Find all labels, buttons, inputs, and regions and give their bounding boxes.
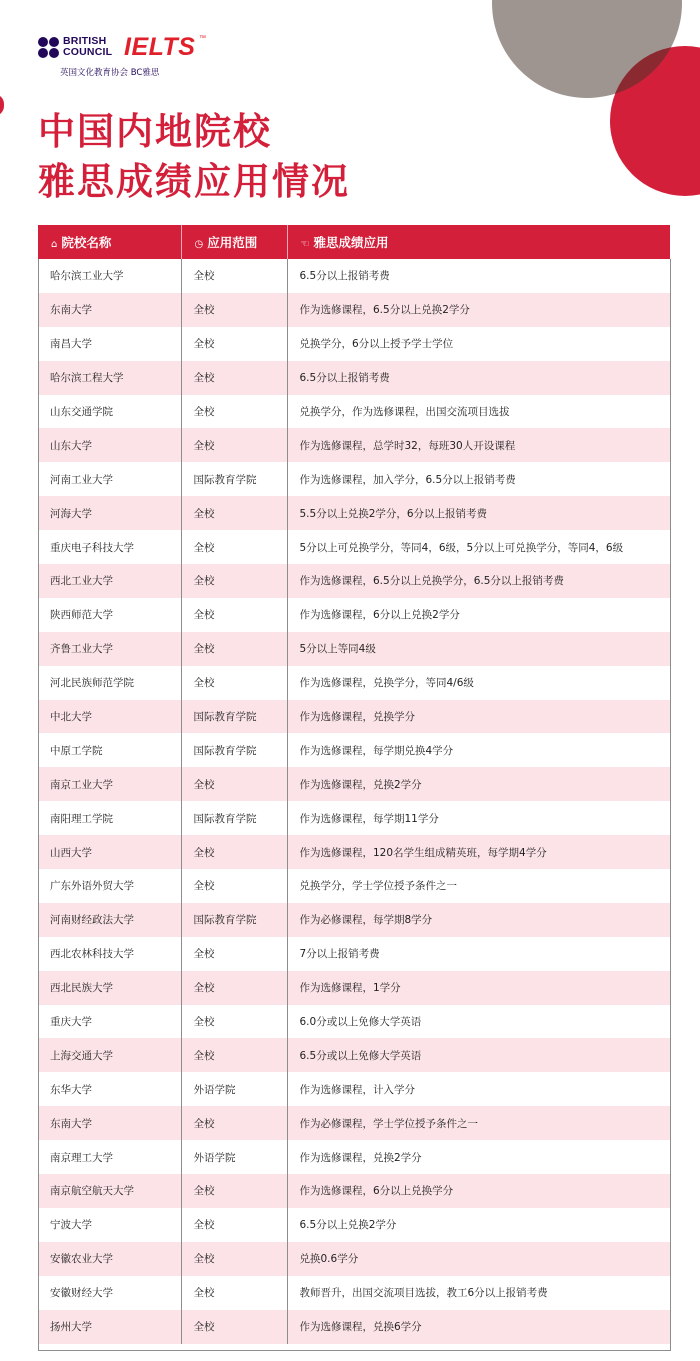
application-cell: 作为选修课程，每学期兑换4学分 bbox=[299, 744, 454, 757]
application-cell: 作为必修课程，学士学位授予条件之一 bbox=[287, 1106, 670, 1140]
table-row bbox=[38, 530, 670, 564]
page-title-line-2: 雅思成绩应用情况 bbox=[38, 160, 350, 203]
school-name-cell: 上海交通大学 bbox=[38, 1038, 181, 1072]
british-council-ielts-logo bbox=[38, 35, 238, 83]
table-row bbox=[38, 1208, 670, 1242]
home-icon: ⌂ bbox=[51, 239, 58, 250]
application-cell: 6.0分或以上免修大学英语 bbox=[299, 1016, 422, 1029]
application-cell: 作为选修课程，兑换2学分 bbox=[299, 1151, 422, 1164]
table-row bbox=[38, 1242, 670, 1276]
scope-cell: 全校 bbox=[181, 428, 287, 462]
school-name-cell: 广东外语外贸大学 bbox=[38, 869, 181, 903]
application-cell: 作为选修课程，6.5分以上兑换学分，6.5分以上报销考费 bbox=[287, 564, 670, 598]
application-cell: 5分以上可兑换学分，等同4，6级，5分以上可兑换学分，等同4，6级 bbox=[299, 541, 624, 554]
table-row bbox=[38, 1174, 670, 1208]
header-ielts-application: ☜ 雅思成绩应用 bbox=[287, 225, 670, 259]
application-cell: 作为选修课程，兑换2学分 bbox=[287, 767, 670, 801]
british-council-dots-icon bbox=[38, 37, 60, 59]
school-name-cell: 南昌大学 bbox=[38, 327, 181, 361]
school-name-cell: 南京工业大学 bbox=[38, 767, 181, 801]
table-row bbox=[38, 327, 670, 361]
scope-cell: 国际教育学院 bbox=[181, 700, 287, 734]
school-name-cell: 中原工学院 bbox=[38, 733, 181, 767]
logo-subtitle: 英国文化教育协会 BC雅思 bbox=[60, 68, 160, 78]
application-cell: 作为选修课程，总学时32，每班30人开设课程 bbox=[287, 428, 670, 462]
table-row bbox=[38, 700, 670, 734]
application-cell: 作为选修课程，计入学分 bbox=[299, 1083, 415, 1096]
table-row bbox=[38, 1106, 670, 1140]
application-cell: 兑换0.6学分 bbox=[287, 1242, 670, 1276]
table-row bbox=[38, 632, 670, 666]
school-name-cell: 扬州大学 bbox=[38, 1310, 181, 1344]
scope-cell: 全校 bbox=[181, 835, 287, 869]
scope-cell: 全校 bbox=[181, 869, 287, 903]
application-cell: 教师晋升，出国交流项目选拔，教工6分以上报销考费 bbox=[299, 1287, 548, 1300]
scope-cell: 全校 bbox=[181, 259, 287, 293]
scope-cell: 全校 bbox=[181, 937, 287, 971]
scope-cell: 全校 bbox=[181, 1038, 287, 1072]
application-cell: 作为选修课程，兑换学分 bbox=[287, 700, 670, 734]
trademark-symbol: ™ bbox=[199, 35, 206, 42]
application-cell: 作为选修课程，兑换学分，等同4/6级 bbox=[299, 677, 474, 690]
application-cell: 7分以上报销考费 bbox=[299, 948, 380, 961]
table-row bbox=[38, 496, 670, 530]
school-name-cell: 河南工业大学 bbox=[38, 462, 181, 496]
application-cell: 兑换学分，学士学位授予条件之一 bbox=[299, 880, 457, 893]
scope-cell: 全校 bbox=[181, 496, 287, 530]
scope-cell: 全校 bbox=[181, 971, 287, 1005]
scope-cell: 全校 bbox=[181, 1242, 287, 1276]
application-cell: 兑换学分，作为选修课程，出国交流项目选拔 bbox=[299, 406, 510, 418]
table-row bbox=[38, 361, 670, 395]
application-cell: 5.5分以上兑换2学分，6分以上报销考费 bbox=[287, 496, 670, 530]
application-cell: 作为选修课程，6分以上兑换2学分 bbox=[299, 609, 460, 622]
school-name-cell: 东南大学 bbox=[38, 1106, 181, 1140]
school-name-cell: 河南财经政法大学 bbox=[38, 903, 181, 937]
decorative-red-dot bbox=[0, 94, 4, 116]
school-name-cell: 安徽农业大学 bbox=[38, 1242, 181, 1276]
scope-cell: 全校 bbox=[181, 666, 287, 700]
scope-cell: 国际教育学院 bbox=[181, 733, 287, 767]
scope-cell: 外语学院 bbox=[181, 1140, 287, 1174]
table-row bbox=[38, 869, 670, 903]
ielts-wordmark: IELTS bbox=[124, 33, 196, 61]
scope-cell: 全校 bbox=[181, 395, 287, 429]
school-name-cell: 陕西师范大学 bbox=[38, 598, 181, 632]
table-row bbox=[38, 1038, 670, 1072]
table-row bbox=[38, 903, 670, 937]
scope-cell: 国际教育学院 bbox=[181, 462, 287, 496]
british-council-wordmark: BRITISH COUNCIL bbox=[63, 35, 113, 58]
application-cell: 作为选修课程，6分以上兑换学分 bbox=[287, 1174, 670, 1208]
scope-cell: 全校 bbox=[181, 767, 287, 801]
scope-cell: 国际教育学院 bbox=[181, 903, 287, 937]
clock-icon: ◷ bbox=[194, 239, 204, 250]
table-row bbox=[38, 767, 670, 801]
scope-cell: 全校 bbox=[181, 530, 287, 564]
table-row bbox=[38, 395, 670, 429]
table-row bbox=[38, 462, 670, 496]
scope-cell: 全校 bbox=[181, 1310, 287, 1344]
table-row bbox=[38, 1310, 670, 1344]
application-cell: 作为选修课程，加入学分，6.5分以上报销考费 bbox=[299, 473, 516, 486]
application-cell: 6.5分以上兑换2学分 bbox=[299, 1219, 397, 1232]
page-title-line-1: 中国内地院校 bbox=[38, 110, 272, 153]
school-name-cell: 山西大学 bbox=[38, 835, 181, 869]
school-name-cell: 河北民族师范学院 bbox=[38, 666, 181, 700]
decorative-circle-overlap bbox=[492, 0, 682, 98]
scope-cell: 全校 bbox=[181, 361, 287, 395]
school-name-cell: 哈尔滨工业大学 bbox=[38, 259, 181, 293]
header-school-name: ⌂ 院校名称 bbox=[38, 225, 181, 259]
table-row bbox=[38, 835, 670, 869]
school-name-cell: 中北大学 bbox=[38, 700, 181, 734]
table-row bbox=[38, 564, 670, 598]
school-name-cell: 西北工业大学 bbox=[38, 564, 181, 598]
scope-cell: 全校 bbox=[181, 598, 287, 632]
school-name-cell: 宁波大学 bbox=[38, 1208, 181, 1242]
school-name-cell: 哈尔滨工程大学 bbox=[38, 361, 181, 395]
school-name-cell: 南京航空航天大学 bbox=[38, 1174, 181, 1208]
table-row bbox=[38, 428, 670, 462]
table-row bbox=[38, 1140, 670, 1174]
scope-cell: 全校 bbox=[181, 327, 287, 361]
school-name-cell: 南阳理工学院 bbox=[38, 801, 181, 835]
table-row bbox=[38, 259, 670, 293]
table-row bbox=[38, 1276, 670, 1310]
application-cell: 6.5分或以上免修大学英语 bbox=[287, 1038, 670, 1072]
application-cell: 作为选修课程，每学期11学分 bbox=[299, 812, 439, 825]
application-cell: 作为选修课程，1学分 bbox=[287, 971, 670, 1005]
scope-cell: 全校 bbox=[181, 1174, 287, 1208]
header-scope: ◷ 应用范围 bbox=[181, 225, 287, 259]
school-name-cell: 山东大学 bbox=[38, 428, 181, 462]
school-name-cell: 重庆电子科技大学 bbox=[38, 530, 181, 564]
application-cell: 作为选修课程，兑换6学分 bbox=[287, 1310, 670, 1344]
table-row bbox=[38, 1005, 670, 1039]
table-row bbox=[38, 937, 670, 971]
scope-cell: 外语学院 bbox=[181, 1072, 287, 1106]
scope-cell: 全校 bbox=[181, 564, 287, 598]
table-row bbox=[38, 293, 670, 327]
table-body bbox=[38, 259, 670, 1344]
school-name-cell: 东南大学 bbox=[38, 293, 181, 327]
table-row bbox=[38, 801, 670, 835]
table-row bbox=[38, 733, 670, 767]
page-title bbox=[38, 107, 350, 207]
application-cell: 作为必修课程，每学期8学分 bbox=[287, 903, 670, 937]
scope-cell: 全校 bbox=[181, 1005, 287, 1039]
application-cell: 6.5分以上报销考费 bbox=[299, 270, 390, 283]
application-cell: 5分以上等同4级 bbox=[287, 632, 670, 666]
school-name-cell: 西北农林科技大学 bbox=[38, 937, 181, 971]
application-cell: 作为选修课程，120名学生组成精英班，每学期4学分 bbox=[287, 835, 670, 869]
table-header bbox=[38, 225, 670, 259]
scope-cell: 全校 bbox=[181, 1208, 287, 1242]
scope-cell: 国际教育学院 bbox=[181, 801, 287, 835]
school-name-cell: 重庆大学 bbox=[38, 1005, 181, 1039]
ielts-application-table bbox=[38, 225, 670, 1344]
school-name-cell: 山东交通学院 bbox=[38, 395, 181, 429]
school-name-cell: 河海大学 bbox=[38, 496, 181, 530]
scope-cell: 全校 bbox=[181, 1276, 287, 1310]
school-name-cell: 南京理工大学 bbox=[38, 1140, 181, 1174]
application-cell: 作为选修课程，6.5分以上兑换2学分 bbox=[287, 293, 670, 327]
table-row bbox=[38, 666, 670, 700]
application-cell: 6.5分以上报销考费 bbox=[287, 361, 670, 395]
table-row bbox=[38, 598, 670, 632]
school-name-cell: 安徽财经大学 bbox=[38, 1276, 181, 1310]
school-name-cell: 东华大学 bbox=[38, 1072, 181, 1106]
scope-cell: 全校 bbox=[181, 293, 287, 327]
application-cell: 兑换学分，6分以上授予学士学位 bbox=[299, 338, 454, 351]
school-name-cell: 西北民族大学 bbox=[38, 971, 181, 1005]
hand-icon: ☜ bbox=[300, 239, 310, 250]
scope-cell: 全校 bbox=[181, 1106, 287, 1140]
scope-cell: 全校 bbox=[181, 632, 287, 666]
table-row bbox=[38, 1072, 670, 1106]
school-name-cell: 齐鲁工业大学 bbox=[38, 632, 181, 666]
table-row bbox=[38, 971, 670, 1005]
